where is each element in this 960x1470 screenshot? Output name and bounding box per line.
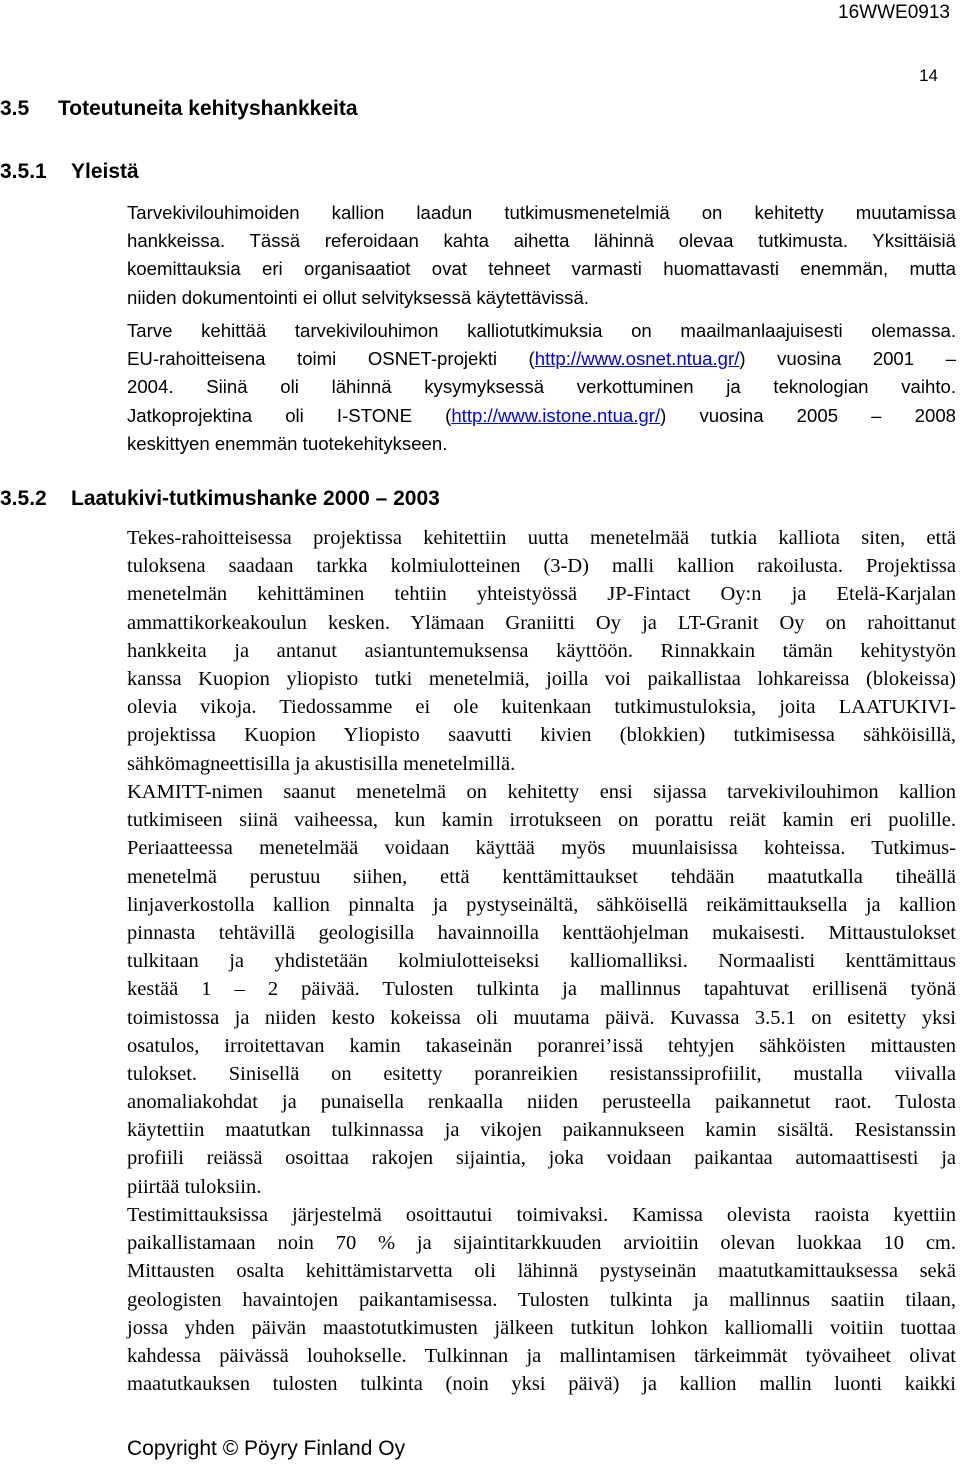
paragraph-laatukivi-1 [127,524,956,778]
document-id: 16WWE0913 [838,2,950,23]
subsection-heading-yleista [0,160,139,184]
text-line: keskittyen enemmän tuotekehitykseen. [127,432,448,454]
text-line: Mittausten osalta kehittämistarvetta oli lähinnä pystyseinän maatutkamittauksessa sekä [127,1260,956,1283]
text-line: tutkimiseen siinä vaiheessa, kun kamin irrotukseen on porattu reiät kamin eri puolille. [127,809,956,832]
text-line: kanssa Kuopion yliopisto tutki menetelmiä, joilla voi paikallistaa lohkareissa (blokeissa) [127,667,956,690]
text-line: menetelmä perustuu siihen, että kenttämittaukset tehdään maatutkalla tiheällä [127,865,956,888]
text-line: tulokset. Sinisellä on esitetty poranreikien resistanssiprofiilit, mustalla viivalla [127,1062,956,1085]
text-line: KAMITT-nimen saanut menetelmä on kehitetty ensi sijassa tarvekivilouhimon kallion [127,781,956,803]
paragraph-laatukivi-3 [127,1201,956,1398]
text-line: koemittauksia eri organisaatiot ovat tehneet varmasti huomattavasti enemmän, mutta [127,258,956,280]
subsection-number: 3.5.2 [0,487,47,510]
text-line: käytettiin maatutkan tulkinnassa ja vikojen paikannukseen kamin sisältä. Resistanssin [127,1119,956,1142]
subsection-number: 3.5.1 [0,160,47,183]
copyright-footer: Copyright © Pöyry Finland Oy [127,1437,406,1460]
text-line: Tarvekivilouhimoiden kallion laadun tutkimusmenetelmiä on kehitetty muutamissa [127,202,956,223]
text-line: osatulos, irroitettavan kamin takaseinän poranrei’issä tehtyjen sähköisten mittausten [127,1034,956,1057]
text-line: piirtää tuloksiin. [127,1175,262,1198]
text-line: projektissa Kuopion Yliopisto saavutti kivien (blokkien) tutkimisessa sähköisillä, [127,724,956,747]
text-segment: ) vuosina 2005 – 2008 [660,404,957,426]
paragraph-yleista-2 [127,317,956,458]
text-line: tulkitaan ja yhdistetään kolmiulotteiseksi kalliomalliksi. Normaalisti kenttämittaus [127,950,956,973]
text-line: profiili reiässä osoittaa rakojen sijaintia, joka voidaan paikantaa automaattisesti ja [127,1147,956,1170]
section-number: 3.5 [0,97,30,120]
text-line: menetelmän kehittäminen tehtiin yhteistyössä JP-Fintact Oy:n ja Etelä-Karjalan [127,583,956,606]
text-line: anomaliakohdat ja punaisella renkaalla niiden perusteella paikannetut raot. Tulosta [127,1091,956,1114]
text-line: jossa yhden päivän maastotutkimusten jälkeen tutkitun lohkon kalliomalli voitiin tuottaa [127,1316,956,1339]
text-line: ammattikorkeakoulun kesken. Ylämaan Graniitti Oy ja LT-Granit Oy on rahoittanut [127,611,956,634]
text-line: niiden dokumentointi ei ollut selvityksessä käytettävissä. [127,286,589,308]
text-line: 2004. Siinä oli lähinnä kysymyksessä verkottuminen ja teknologian vaihto. [127,376,956,398]
istone-link[interactable]: http://www.istone.ntua.gr/ [451,404,661,426]
text-line: Periaatteessa menetelmää voidaan käyttää myös muunlaisissa kohteissa. Tutkimus- [127,837,956,860]
text-line: Tarve kehittää tarvekivilouhimon kalliotutkimuksia on maailmanlaajuisesti olemassa. [127,320,956,341]
text-segment: EU-rahoitteisena toimi OSNET-projekti ( [127,348,535,370]
text-line: tuloksena saadaan tarkka kolmiulotteinen (3-D) malli kallion rakoilusta. Projektissa [127,555,956,578]
subsection-title: Laatukivi-tutkimushanke 2000 – 2003 [71,487,440,510]
text-line: toimistossa ja niiden kesto kokeissa oli muutama päivä. Kuvassa 3.5.1 on esitetty yksi [127,1006,956,1029]
text-line: Testimittauksissa järjestelmä osoittautui toimivaksi. Kamissa olevista raoista kyettiin [127,1204,956,1226]
paragraph-yleista-1 [127,199,956,312]
text-line: geologisten havaintojen paikantamisessa. Tulosten tulkinta ja mallinnus saatiin tilaan, [127,1288,956,1311]
text-line-with-link [127,345,956,373]
text-line: pinnasta tehtävillä geologisilla havainnoilla kenttäohjelman mukaisesti. Mittaustulokset [127,921,956,944]
osnet-link[interactable]: http://www.osnet.ntua.gr/ [534,348,740,370]
text-line: hankkeita ja antanut asiantuntemuksensa käyttöön. Rinnakkain tämän kehitystyön [127,639,956,662]
text-line: linjaverkostolla kallion pinnalta ja pystyseinältä, sähköisellä reikämittauksella ja kallion [127,893,956,916]
text-line: maatutkauksen tulosten tulkinta (noin yksi päivä) ja kallion mallin luonti kaikki [127,1373,956,1396]
text-line-with-link [127,402,956,430]
text-segment: Jatkoprojektina oli I-STONE ( [127,404,452,426]
subsection-title: Yleistä [71,160,139,183]
text-line: kahdessa päivässä louhokselle. Tulkinnan ja mallintamisen tärkeimmät työvaiheet olivat [127,1344,956,1367]
text-line: sähkömagneettisilla ja akustisilla menetelmillä. [127,752,516,775]
subsection-heading-laatukivi [0,487,440,511]
paragraph-laatukivi-2 [127,778,956,1201]
text-line: Tekes-rahoitteisessa projektissa kehitettiin uutta menetelmää tutkia kalliota siten, että [127,527,956,549]
text-segment: ) vuosina 2001 – [739,348,956,370]
text-line: kestää 1 – 2 päivää. Tulosten tulkinta ja mallinnus tapahtuvat erillisenä työnä [127,978,956,1001]
text-line: olevia vikoja. Tiedossamme ei ole kuitenkaan tutkimustuloksia, joita LAATUKIVI- [127,696,956,719]
page-number: 14 [919,66,938,85]
section-heading [0,97,358,121]
text-line: paikallistamaan noin 70 % ja sijaintitarkkuuden arvioitiin olevan luokkaa 10 cm. [127,1232,956,1255]
section-title: Toteutuneita kehityshankkeita [58,97,358,120]
text-line: hankkeissa. Tässä referoidaan kahta aihetta lähinnä olevaa tutkimusta. Yksittäisiä [127,230,956,252]
